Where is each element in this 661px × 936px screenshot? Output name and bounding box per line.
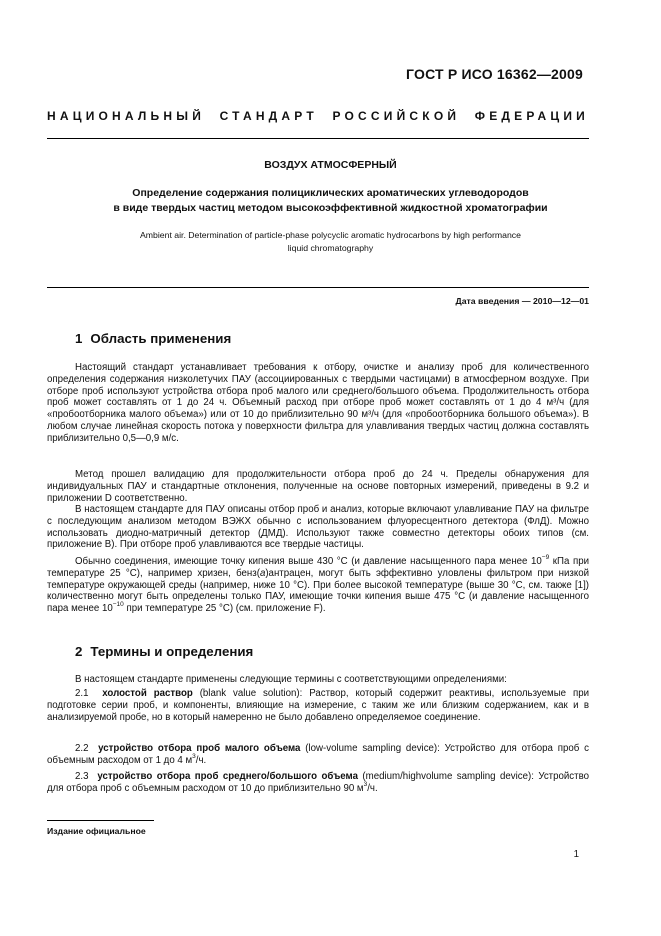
term-2-1-definition: (blank value solution): Раствор, который содержит реактивы, используемые при подготовке серии проб, и компоненты, влияющие на измерение, с таким же или близким содержанием, как и в анализируемой пробе, но в который намеренно не было добавлено определяемое соединение. [47, 688, 589, 723]
section-1-paragraph-2: Метод прошел валидацию для продолжительности отбора проб до 24 ч. Пределы обнаружения для индивидуальных ПАУ и стандартные отклонения, полученные на основе повторных измерений, приведены в 9.2 и приложении D соответственно. [47, 469, 589, 504]
term-2-3-end: /ч. [367, 782, 378, 794]
subtitle-line-1: Определение содержания полициклических ароматических углеводородов [132, 187, 529, 199]
section-2-number: 2 [75, 644, 83, 659]
introduction-date: Дата введения — 2010—12—01 [455, 296, 589, 306]
term-2-3-number: 2.3 [75, 771, 89, 782]
section-1-number: 1 [75, 331, 83, 346]
edition-label: Издание официальное [47, 826, 146, 836]
section-2-title: Термины и определения [90, 644, 254, 659]
english-title-line-1: Ambient air. Determination of particle-phase polycyclic aromatic hydrocarbons by high performance [140, 230, 521, 240]
term-2-2 [47, 743, 589, 767]
term-2-3-term: устройство отбора проб среднего/большого объема [97, 771, 358, 782]
english-title [90, 229, 571, 255]
term-2-2-end: /ч. [195, 754, 207, 766]
subtitle [60, 186, 601, 216]
p4-part-c: )антрацен, могут быть эффективно уловлены фильтром при низкой температуре окружающей среды (например, ниже 10 °C). При более высокой температуре (выше 30 °C, см. также [1]) количественно могут быть определены только ПАУ, имеющие точки кипения выше 475 °C (и давление насыщенного пара менее 10 [47, 567, 589, 615]
p4-italic: a [259, 567, 266, 579]
term-2-1-number: 2.1 [75, 688, 89, 699]
p4-part-d: при температуре 25 °C) (см. приложение F). [123, 603, 326, 615]
p4-superscript-2: −10 [112, 600, 124, 608]
term-2-3 [47, 771, 589, 795]
term-2-1 [47, 688, 589, 723]
section-1-title: Область применения [90, 331, 232, 346]
title-divider [47, 287, 589, 288]
section-1-paragraph-1: Настоящий стандарт устанавливает требования к отбору, очистке и анализу проб для количественного определения содержания низколетучих ПАУ (ассоциированных с твердыми частицами) в атмосферном воздухе. При отборе проб используют устройства отбора проб малого или среднего/большого объема. Продолжительность отбора проб может составлять от 1 до 24 ч. Объемный расход при отборе проб может составлять от 1 до 4 м³/ч (для «пробоотборника малого объема») или от 10 до приблизительно 90 м³/ч (для «пробоотборника большого объема»). В любом случае линейная скорость потока у поверхности фильтра для улавливания твердых частиц должна составлять приблизительно 0,5—0,9 м/с. [47, 362, 589, 444]
standard-banner: НАЦИОНАЛЬНЫЙ СТАНДАРТ РОССИЙСКОЙ ФЕДЕРАЦИИ [47, 109, 589, 123]
term-2-2-definition: (low-volume sampling device): Устройство для отбора проб с объемным расходом от 1 до 4 м [47, 743, 589, 766]
p4-superscript-1: −9 [541, 553, 550, 561]
section-2-heading [75, 644, 253, 659]
section-1-paragraph-4 [47, 553, 589, 615]
top-divider [47, 138, 589, 139]
section-2-intro: В настоящем стандарте применены следующие термины с соответствующими определениями: [75, 674, 507, 685]
main-title: ВОЗДУХ АТМОСФЕРНЫЙ [264, 159, 397, 171]
term-2-3-definition: (medium/highvolume sampling device): Устройство для отбора проб с объемным расходом от 10 до приблизительно 90 м [47, 771, 589, 794]
term-2-1-term: холостой раствор [102, 688, 193, 699]
term-2-2-superscript: 3 [192, 752, 196, 760]
term-2-2-number: 2.2 [75, 743, 89, 754]
section-1-paragraph-3: В настоящем стандарте для ПАУ описаны отбор проб и анализ, которые включают улавливание ПАУ на фильтре с последующим анализом методом ВЭЖХ обычно с использованием флуоресцентного детектора (ФлД). Можно использовать диодно-матричный детектор (ДМД). Используют также совместно детекторы обоих типов (см. приложение В). При отборе проб улавливаются все твердые частицы. [47, 504, 589, 551]
section-1-heading [75, 331, 231, 346]
p4-part-a: Обычно соединения, имеющие точку кипения выше 430 °C (и давление насыщенного пара менее 10 [75, 556, 542, 567]
page-number: 1 [573, 849, 579, 860]
term-2-3-superscript: 3 [363, 780, 368, 788]
document-number: ГОСТ Р ИСО 16362—2009 [406, 66, 583, 82]
term-2-2-term: устройство отбора проб малого объема [98, 743, 301, 754]
footer-divider [47, 820, 154, 821]
subtitle-line-2: в виде твердых частиц методом высокоэффективной жидкостной хроматографии [113, 202, 548, 214]
english-title-line-2: liquid chromatography [287, 243, 374, 253]
p4-part-b: кПа при температуре 25 °C), например хризен, бенз( [47, 556, 589, 579]
